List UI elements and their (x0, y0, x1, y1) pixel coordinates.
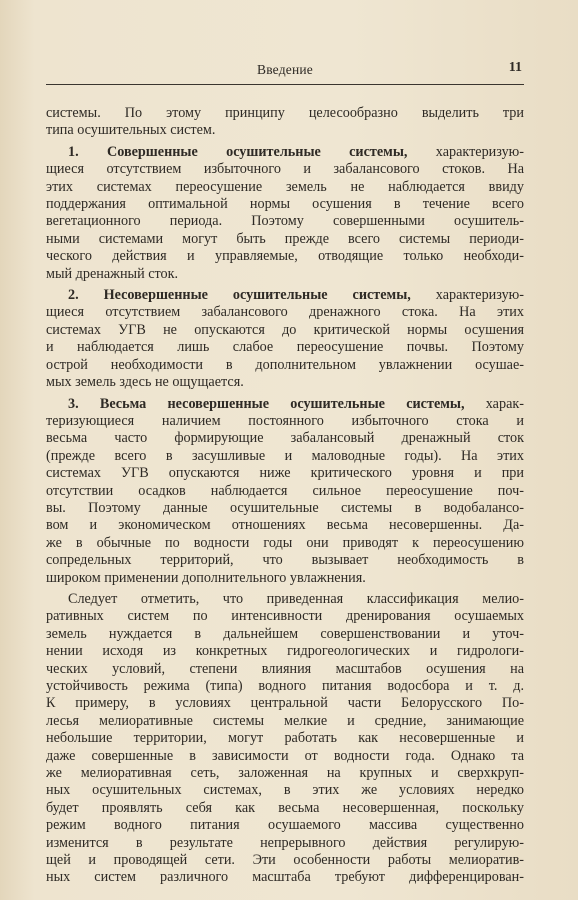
text-line (46, 782, 524, 799)
line-text: теризующиеся наличием постоянного избыточного стока и (46, 412, 524, 429)
line-text: отсутствии осадков наблюдается сильное переосушение поч- (46, 482, 524, 499)
line-text: острой необходимости в дополнительном увлажнении осушае- (46, 356, 524, 373)
line-text: изменится в результате непрерывного действия регулирую- (46, 834, 524, 851)
text-line (46, 339, 524, 356)
text-line (46, 817, 524, 834)
text-line (46, 835, 524, 852)
line-text: нении исходя из конкретных гидрогеологических и гидрологи- (46, 643, 524, 660)
text-line (46, 161, 524, 178)
text-line (46, 730, 524, 747)
bold-term: 3. Весьма несовершенные осушительные системы, (68, 395, 465, 412)
line-text: (прежде всего в засушливые и маловодные годы). На этих (46, 447, 524, 464)
bold-term: 1. Совершенные осушительные системы, (68, 143, 408, 160)
line-text: вом и экономическом отношениях весьма несовершенны. Да- (46, 517, 524, 534)
line-text: системах УГВ опускаются ниже критического уровня и при (46, 465, 524, 482)
text-line (46, 626, 524, 643)
text-line (46, 213, 524, 230)
line-text: мый дренажный сток. (46, 265, 179, 282)
text-line (46, 608, 524, 625)
text-line (46, 643, 524, 660)
text-line (46, 465, 524, 482)
text-line (46, 322, 524, 339)
text-line (46, 695, 524, 712)
line-text: типа осушительных систем. (46, 122, 216, 139)
text-line (46, 517, 524, 534)
line-text: же мелиоративная сеть, заложенная на крупных и сверхкруп- (46, 765, 524, 782)
line-text: лесья мелиоративные системы мелкие и средние, занимающие (46, 712, 524, 729)
line-text: ных осушительных системах, в этих же условиях нередко (46, 782, 524, 799)
text-line (46, 396, 524, 413)
line-text: вегетационного периода. Поэтому совершенными осушитель- (46, 213, 524, 230)
text-line (46, 196, 524, 213)
line-text: этих системах переосушение земель не наблюдается ввиду (46, 178, 524, 195)
text-line (46, 748, 524, 765)
text-line (46, 800, 524, 817)
line-text: мых земель здесь не ощущается. (46, 374, 244, 391)
line-text: харак- (464, 395, 524, 412)
text-line (46, 430, 524, 447)
text-line (46, 713, 524, 730)
line-text: поддержания оптимальной нормы осушения в течение всего (46, 196, 524, 213)
text-line (46, 374, 524, 391)
line-text: устойчивость режима (типа) водного питания водосбора и т. д. (46, 678, 524, 694)
body-text (46, 105, 524, 887)
text-line (46, 122, 524, 139)
line-text: системах УГВ не опускаются до критической нормы осушения (46, 321, 524, 338)
line-text: ческих условий, степени влияния масштабов осушения на (46, 660, 524, 677)
line-text: широком применении дополнительного увлажнения. (46, 569, 366, 586)
line-text: щиеся отсутствием забалансового дренажного стока. На этих (46, 304, 524, 321)
line-text: же в обычные по водности годы они приводят к переосушению (46, 534, 524, 551)
line-text: ных систем различного масштаба требуют дифференцирован- (46, 869, 524, 886)
line-text: системы. По этому принципу целесообразно выделить три (46, 105, 524, 121)
line-text: ными системами могут быть прежде всего системы периоди- (46, 230, 524, 247)
text-line (46, 287, 524, 304)
text-line (46, 552, 524, 569)
line-text: характеризую- (407, 143, 524, 160)
text-line (46, 357, 524, 374)
text-line (46, 231, 524, 248)
text-line (46, 105, 524, 122)
line-text: щиеся отсутствием избыточного и забалансового стоков. На (46, 161, 524, 178)
text-line (46, 266, 524, 283)
chapter-title: Введение (256, 62, 313, 77)
line-text: будет проявлять себя как весьма несовершенная, поскольку (46, 799, 524, 816)
text-line (46, 483, 524, 500)
page-number: 11 (508, 60, 522, 75)
text-line (46, 304, 524, 321)
text-line (46, 413, 524, 430)
text-line (46, 144, 524, 161)
line-text: К примеру, в условиях центральной части Белорусского По- (46, 695, 524, 712)
line-text: даже совершенные в зависимости от водности года. Однако та (46, 747, 524, 764)
text-line (46, 765, 524, 782)
line-text: и наблюдается лишь слабое переосушение почвы. Поэтому (46, 339, 524, 356)
line-text: ческого действия и управляемые, отводящие только необходи- (46, 248, 524, 265)
text-line (46, 661, 524, 678)
text-line (46, 248, 524, 265)
line-text: весьма часто формирующие забалансовый дренажный сток (46, 430, 524, 447)
running-header (46, 60, 524, 82)
line-text: Следует отметить, что приведенная классификация мелио- (68, 590, 524, 607)
text-line (46, 852, 524, 869)
line-text: характеризую- (410, 287, 524, 304)
header-rule (46, 84, 524, 85)
text-line (46, 869, 524, 886)
text-line (46, 448, 524, 465)
line-text: режим водного питания осушаемого массива существенно (46, 817, 524, 834)
line-text: земель нуждается в дальнейшем совершенствовании и уточ- (46, 625, 524, 642)
line-text: небольшие территории, могут работать как несовершенные и (46, 730, 524, 747)
line-text: вы. Поэтому данные осушительные системы в водобалансо- (46, 499, 524, 516)
text-line (46, 678, 524, 695)
text-line (46, 179, 524, 196)
bold-term: 2. Несовершенные осушительные системы, (68, 287, 411, 304)
text-line (46, 535, 524, 552)
line-text: ративных систем по интенсивности дренирования осушаемых (46, 608, 524, 625)
text-line (46, 500, 524, 517)
text-line (46, 591, 524, 608)
line-text: щей и проводящей сети. Эти особенности работы мелиоратив- (46, 852, 524, 869)
line-text: сопредельных территорий, что вызывает необходимость в (46, 552, 524, 569)
text-line (46, 570, 524, 587)
